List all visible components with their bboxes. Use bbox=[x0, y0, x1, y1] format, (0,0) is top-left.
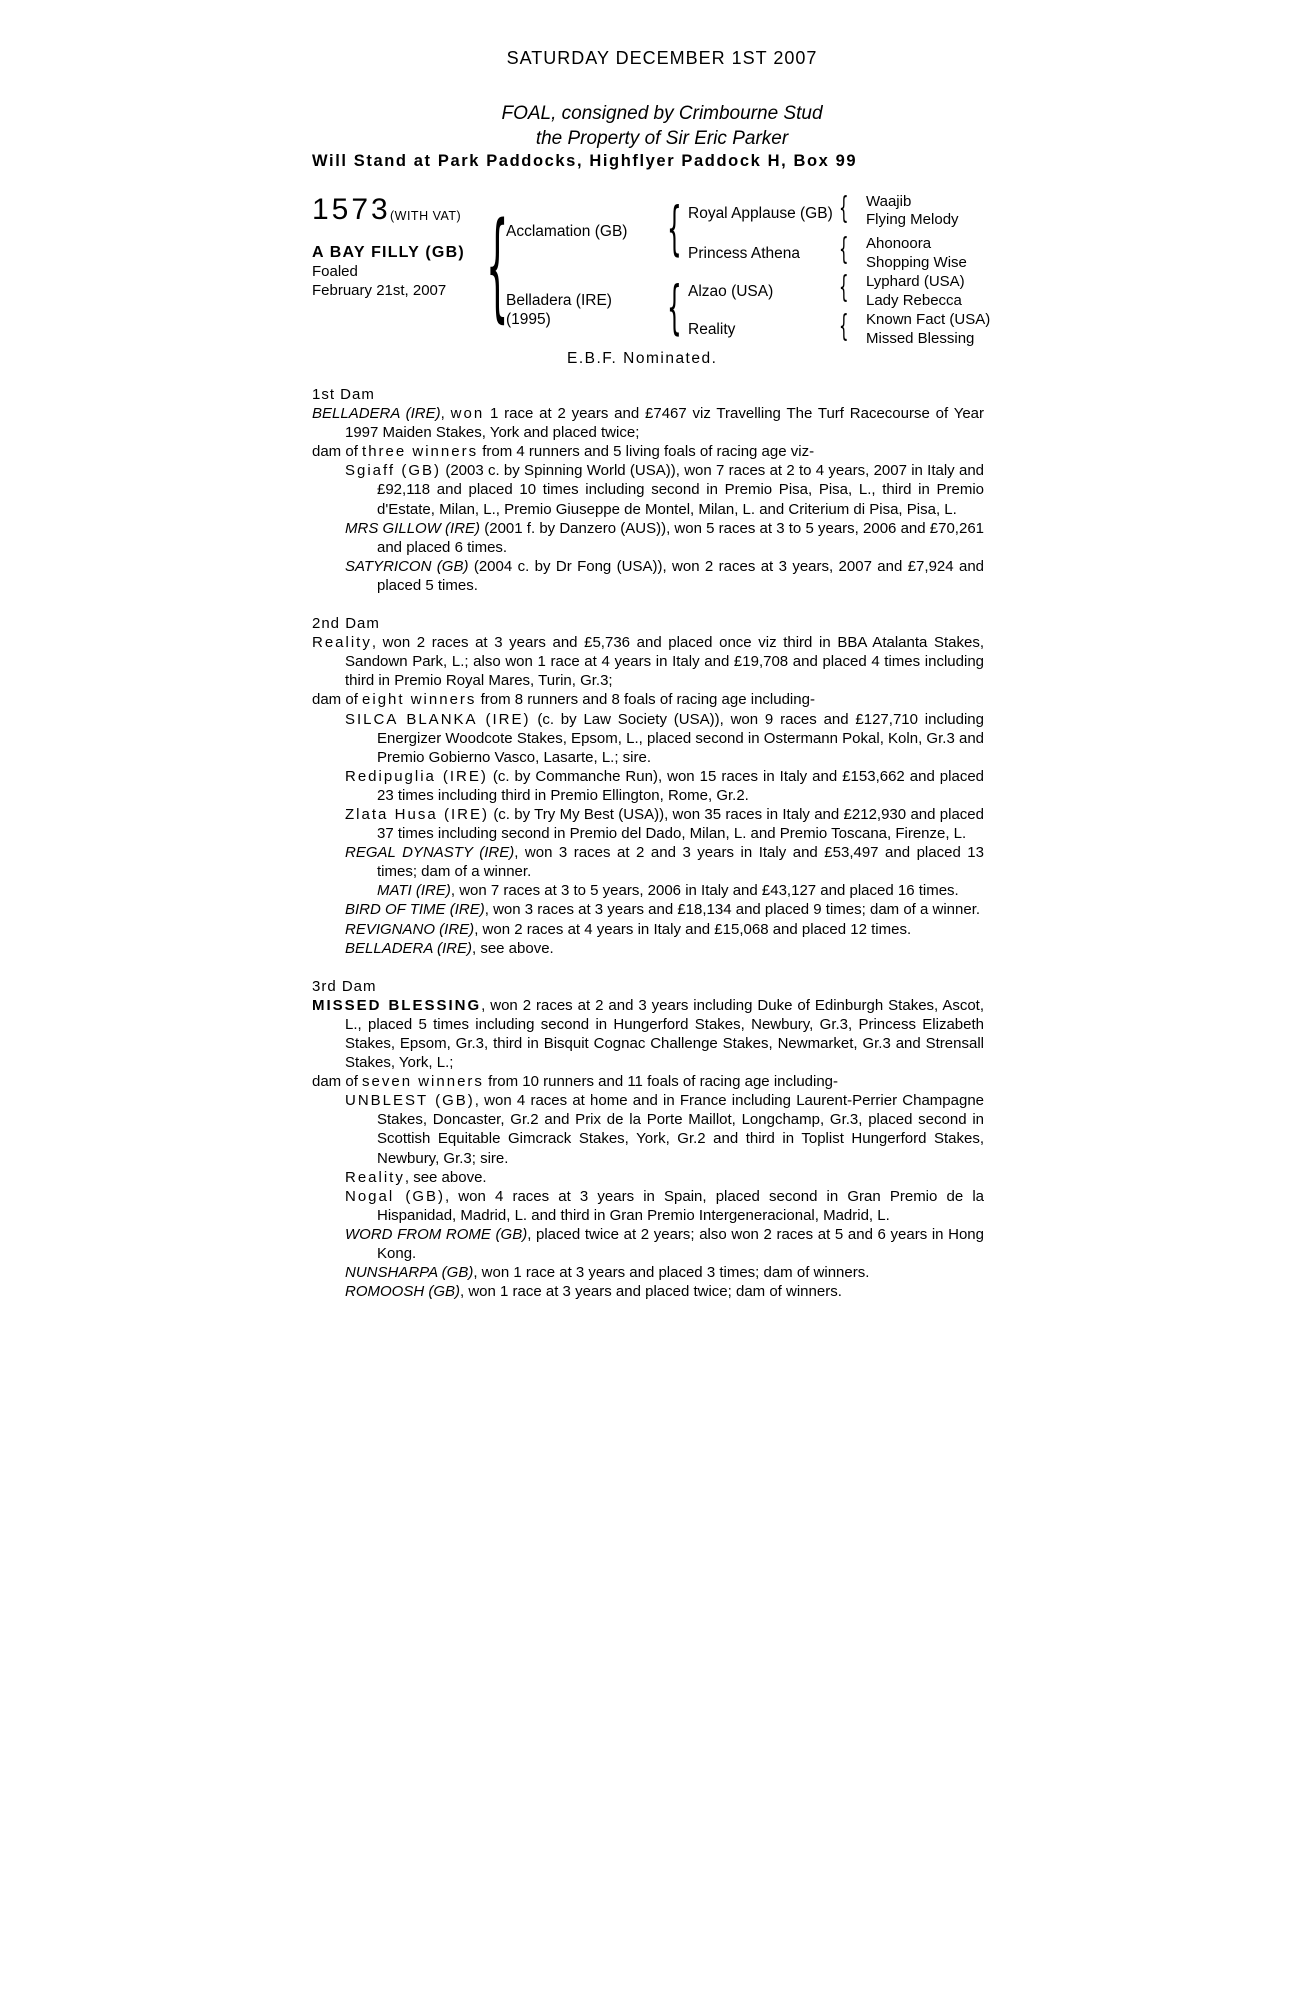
progeny-name: Zlata Husa (IRE) bbox=[345, 805, 489, 823]
progeny-name: ROMOOSH (GB) bbox=[345, 1283, 460, 1301]
progeny-record: , won 3 races at 3 years and £18,134 and placed 9 times; dam of a winner. bbox=[484, 901, 981, 919]
progeny-entry bbox=[312, 461, 984, 518]
pedigree-dam: Belladera (IRE) bbox=[506, 292, 612, 309]
dam-of-label: dam of bbox=[312, 1073, 363, 1091]
progeny-record: (c. by Try My Best (USA)), won 35 races in Italy and £212,930 and placed 37 times including second in Premio del Dado, Milan, L. and Premio Toscana, Firenze, L. bbox=[377, 805, 984, 843]
progeny-entry bbox=[312, 1187, 984, 1225]
progeny-record: , won 1 race at 3 years and placed 3 times; dam of winners. bbox=[473, 1264, 870, 1282]
vat-note: (WITH VAT) bbox=[390, 209, 462, 223]
winners-count: eight winners bbox=[362, 691, 477, 709]
first-dam-entry: BELLADERA (IRE), won 1 race at 2 years and £7467 viz Travelling The Turf Racecourse of Year 1997 Maiden Stakes, York and placed twice; bbox=[312, 405, 984, 442]
progeny-entry bbox=[312, 843, 984, 881]
progeny-entry bbox=[312, 1225, 984, 1263]
pedigree-g7: Known Fact (USA) bbox=[866, 311, 991, 328]
dam-of-label: dam of bbox=[312, 691, 363, 709]
pedigree-sire: Acclamation (GB) bbox=[506, 223, 628, 240]
pedigree-g3: Ahonoora bbox=[866, 235, 932, 252]
progeny-record: (c. by Law Society (USA)), won 9 races and £127,710 including Energizer Woodcote Stakes, Epsom, L., placed second in Ostermann Pokal, Koln, Gr.3 and Premio Gobierno Vasco, Lasarte, L.; sire. bbox=[377, 710, 984, 766]
progeny-record: , won 7 races at 3 to 5 years, 2006 in Italy and £43,127 and placed 16 times. bbox=[450, 882, 959, 900]
progeny-entry bbox=[312, 900, 984, 919]
second-dam-produce bbox=[312, 690, 984, 709]
second-dam-record: , won 2 races at 3 years and £5,736 and placed once viz third in BBA Atalanta Stakes, Sandown Park, L.; also won 1 race at 4 years in Italy and £19,708 and placed 4 times including third in Premio Royal Mares, Turin, Gr.3; bbox=[345, 634, 984, 690]
pedigree-g2: Flying Melody bbox=[866, 211, 959, 228]
progeny-entry bbox=[312, 710, 984, 767]
progeny-name: Sgiaff (GB) bbox=[345, 462, 442, 480]
first-dam-produce bbox=[312, 442, 984, 461]
progeny-entry bbox=[312, 805, 984, 843]
dam-brace: { bbox=[667, 273, 682, 341]
progeny-entry bbox=[312, 519, 984, 557]
progeny-name: REGAL DYNASTY (IRE) bbox=[345, 844, 515, 862]
third-dam-name: MISSED BLESSING bbox=[312, 996, 482, 1014]
pedigree-g8: Missed Blessing bbox=[866, 330, 975, 347]
third-dam-record: , won 2 races at 2 and 3 years including Duke of Edinburgh Stakes, Ascot, L., placed 5 times including second in Hungerford Stakes, Newbury, Gr.3, Princess Elizabeth Stakes, Epsom, Gr.3, third in Bisquit Cognac Challenge Stakes, Newmarket, Gr.3 and Strensall Stakes, York, L.; bbox=[345, 996, 985, 1072]
second-dam-heading: 2nd Dam bbox=[312, 615, 380, 633]
progeny-record: , won 2 races at 4 years in Italy and £15,068 and placed 12 times. bbox=[474, 920, 912, 938]
progeny-record: (2004 c. by Dr Fong (USA)), won 2 races at 3 years, 2007 and £7,924 and placed 5 times. bbox=[377, 557, 985, 594]
progeny-entry bbox=[312, 767, 984, 805]
third-dam-heading: 3rd Dam bbox=[312, 977, 377, 995]
first-dam-won: won bbox=[450, 405, 485, 423]
first-dam-name: BELLADERA (IRE) bbox=[312, 405, 441, 423]
progeny-name: BIRD OF TIME (IRE) bbox=[345, 901, 485, 919]
progeny-record: (c. by Commanche Run), won 15 races in Italy and £153,662 and placed 23 times including third in Premio Ellington, Rome, Gr.2. bbox=[377, 767, 985, 804]
pedigree-dam-dam: Reality bbox=[688, 321, 736, 338]
progeny-record: , see above. bbox=[404, 1168, 487, 1186]
stand-location: Will Stand at Park Paddocks, Highflyer Paddock H, Box 99 bbox=[312, 152, 858, 170]
progeny-entry bbox=[312, 1091, 984, 1167]
first-dam-record: 1 race at 2 years and £7467 viz Travelling The Turf Racecourse of Year 1997 Maiden Stakes, York and placed twice; bbox=[345, 405, 984, 442]
winners-detail: from 10 runners and 11 foals of racing age including- bbox=[483, 1073, 839, 1091]
progeny-name: Reality bbox=[345, 1168, 405, 1186]
progeny-entry bbox=[312, 1282, 984, 1301]
second-dam-name: Reality bbox=[312, 634, 372, 652]
winners-count: seven winners bbox=[362, 1073, 484, 1091]
brace-g4: { bbox=[839, 309, 849, 344]
progeny-record: (2001 f. by Danzero (AUS)), won 5 races at 3 to 5 years, 2006 and £70,261 and placed 6 times. bbox=[377, 519, 985, 556]
horse-name: A BAY FILLY (GB) bbox=[312, 244, 465, 261]
progeny-entry bbox=[312, 1168, 984, 1187]
winners-detail: from 4 runners and 5 living foals of racing age viz- bbox=[478, 443, 815, 461]
sale-date: SATURDAY DECEMBER 1ST 2007 bbox=[506, 48, 818, 68]
foaled-date: February 21st, 2007 bbox=[312, 282, 447, 299]
lot-number: 1573 bbox=[312, 193, 391, 226]
second-dam-entry bbox=[312, 633, 984, 690]
brace-g2: { bbox=[839, 232, 849, 267]
foaled-label: Foaled bbox=[312, 263, 358, 280]
property-line: the Property of Sir Eric Parker bbox=[535, 128, 789, 149]
pedigree-g6: Lady Rebecca bbox=[866, 292, 962, 309]
progeny-record: , won 4 races at home and in France including Laurent-Perrier Champagne Stakes, Doncaster, Gr.2 and Prix de la Porte Maillot, Longchamp, Gr.3, placed second in Scottish Equitable Gimcrack Stakes, York, Gr.2 and third in Toplist Hungerford Stakes, Newbury, Gr.3; sire. bbox=[377, 1092, 985, 1167]
progeny-name: REVIGNANO (IRE) bbox=[345, 920, 475, 938]
dam-of-label: dam of bbox=[312, 443, 363, 461]
progeny-name: Nogal (GB) bbox=[345, 1187, 445, 1205]
progeny-record: (2003 c. by Spinning World (USA)), won 7 races at 2 to 4 years, 2007 in Italy and £92,118 and placed 10 times including second in Premio Pisa, Pisa, L., third in Premio d'Estate, Milan, L., Premio Giuseppe de Montel, Milan, L. and Criterium di Pisa, Pisa, L. bbox=[377, 462, 984, 518]
pedigree-sire-sire: Royal Applause (GB) bbox=[688, 205, 833, 222]
brace-g3: { bbox=[839, 270, 849, 305]
pedigree-g5: Lyphard (USA) bbox=[866, 273, 965, 290]
family-details bbox=[312, 385, 984, 1301]
progeny-name: SATYRICON (GB) bbox=[345, 557, 469, 575]
third-dam-entry bbox=[312, 996, 984, 1072]
progeny-entry bbox=[312, 920, 984, 939]
progeny-name: SILCA BLANKA (IRE) bbox=[345, 710, 531, 728]
progeny-name: MRS GILLOW (IRE) bbox=[345, 519, 481, 537]
brace-g1: { bbox=[839, 191, 849, 226]
progeny-entry bbox=[312, 1263, 984, 1282]
progeny-record: , won 3 races at 2 and 3 years in Italy and £53,497 and placed 13 times; dam of a winner. bbox=[377, 844, 984, 881]
ebf-nominated: E.B.F. Nominated. bbox=[567, 350, 718, 367]
third-dam-produce bbox=[312, 1072, 984, 1091]
progeny-name: Redipuglia (IRE) bbox=[345, 767, 488, 785]
progeny-entry bbox=[312, 557, 984, 595]
progeny-entry bbox=[312, 939, 984, 958]
progeny-name: WORD FROM ROME (GB) bbox=[345, 1225, 528, 1243]
consignor-line: FOAL, consigned by Crimbourne Stud bbox=[501, 103, 823, 124]
progeny-name: MATI (IRE) bbox=[377, 882, 451, 900]
pedigree-dam-sire: Alzao (USA) bbox=[688, 283, 774, 300]
first-dam-heading: 1st Dam bbox=[312, 386, 375, 403]
progeny-name: BELLADERA (IRE) bbox=[345, 939, 472, 957]
progeny-record: , see above. bbox=[471, 939, 554, 957]
pedigree-main-brace: { bbox=[486, 196, 509, 334]
pedigree-g4: Shopping Wise bbox=[866, 254, 967, 271]
progeny-record: , won 1 race at 3 years and placed twice; dam of winners. bbox=[460, 1283, 842, 1301]
progeny-name: NUNSHARPA (GB) bbox=[345, 1264, 474, 1282]
pedigree-dam-year: (1995) bbox=[506, 311, 551, 328]
grand-progeny-entry bbox=[312, 881, 984, 900]
winners-count: three winners bbox=[362, 443, 479, 461]
winners-detail: from 8 runners and 8 foals of racing age including- bbox=[476, 691, 815, 709]
pedigree-sire-dam: Princess Athena bbox=[688, 245, 801, 262]
progeny-name: UNBLEST (GB) bbox=[345, 1092, 475, 1110]
pedigree-g1: Waajib bbox=[866, 193, 912, 210]
progeny-record: , placed twice at 2 years; also won 2 races at 5 and 6 years in Hong Kong. bbox=[377, 1225, 984, 1263]
sire-brace: { bbox=[667, 194, 682, 262]
progeny-record: , won 4 races at 3 years in Spain, placed second in Gran Premio de la Hispanidad, Madrid, L. and third in Gran Premio Intergeneracional, Madrid, L. bbox=[377, 1187, 984, 1224]
